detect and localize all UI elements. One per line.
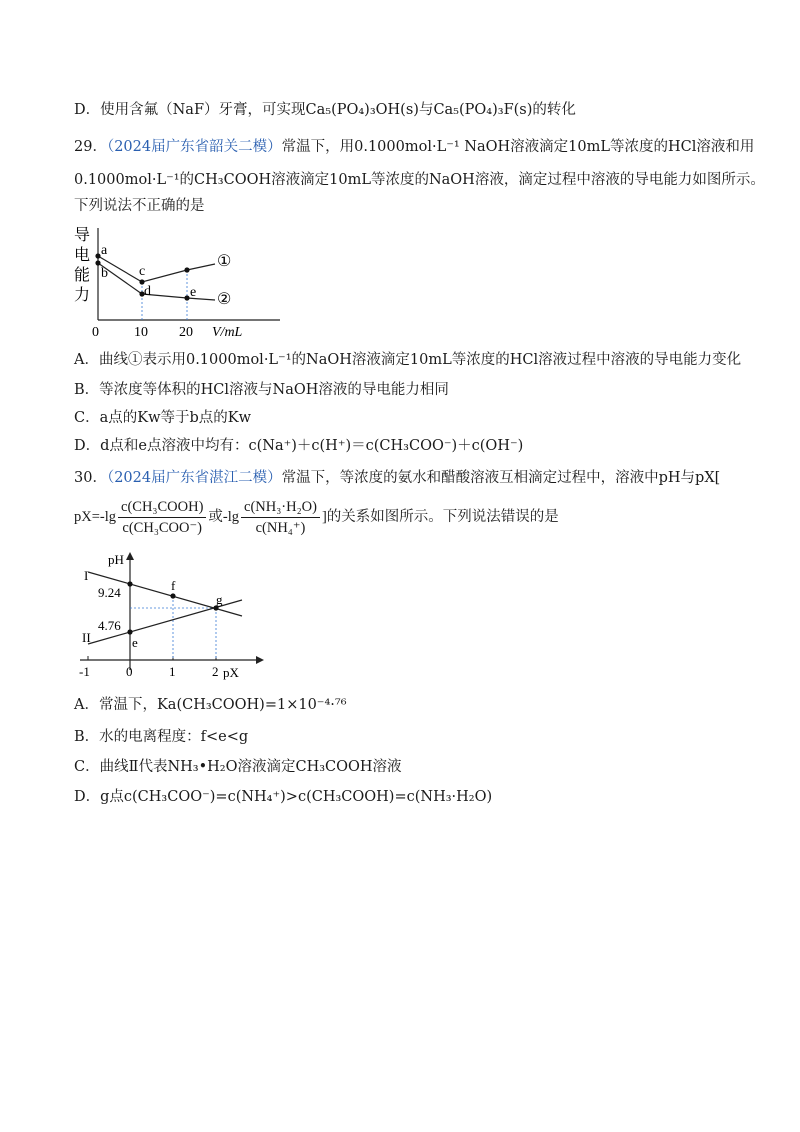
q30-x-label: pX <box>223 665 239 680</box>
q29-option-d: D．d点和e点溶液中均有：c(Na⁺)＋c(H⁺)＝c(CH₃COO⁻)＋c(OH⁻) <box>74 438 524 454</box>
q30-point-y924 <box>127 581 132 586</box>
q30-curve-label-2: II <box>82 630 91 645</box>
q30-frac1-num: c(CH₃COOH) <box>118 497 206 518</box>
q30-x-tick: 0 <box>126 664 133 679</box>
q30-stem-line-1 <box>74 468 720 488</box>
q30-point-f <box>170 593 175 598</box>
q30-frac2-den: c(NH₄⁺) <box>255 520 306 537</box>
q29-y-label-char: 电 <box>74 247 91 264</box>
q29-y-label-char: 力 <box>74 287 91 304</box>
q30-x-tick: 2 <box>212 664 219 679</box>
q29-source: （2024届广东省韶关二模） <box>106 139 282 155</box>
q30-option-c: C．曲线Ⅱ代表NH₃•H₂O溶液滴定CH₃COOH溶液 <box>74 759 402 775</box>
q29-label-a: a <box>101 243 108 258</box>
q29-stem-line-2: 0.1000mol·L⁻¹的CH₃COOH溶液滴定10mL等浓度的NaOH溶液，滴定过程中溶液的导电能力如图所示。 <box>74 172 765 188</box>
q30-fraction-2 <box>241 497 320 538</box>
q30-option-b: B．水的电离程度：f<e<g <box>74 729 249 745</box>
q30-frac1-den: c(CH₃COO⁻) <box>122 520 202 537</box>
q30-source: （2024届广东省湛江二模） <box>106 470 282 486</box>
q30-frac2-num: c(NH₃·H₂O) <box>241 497 320 518</box>
q29-label-c: c <box>139 264 146 279</box>
q30-point-e <box>127 629 132 634</box>
q29-x-tick: 10 <box>134 325 148 340</box>
q29-point-b <box>95 260 100 265</box>
q29-curve-2 <box>98 263 215 300</box>
q30-fraction-1 <box>118 497 206 538</box>
q30-x-arrow <box>256 656 264 664</box>
q30-px-def: pX=-lg <box>74 509 117 525</box>
q30-number: 30． <box>74 470 107 486</box>
q30-option-d: D．g点c(CH₃COO⁻)=c(NH₄⁺)>c(CH₃COOH)=c(NH₃·H₂O) <box>74 789 493 805</box>
q30-text-1: 常温下，等浓度的氨水和醋酸溶液互相滴定过程中，溶液中pH与pX[ <box>281 470 721 486</box>
q29-point-e <box>184 295 189 300</box>
q29-label-d: d <box>144 284 151 299</box>
q30-curve-label-1: I <box>84 568 89 583</box>
q29-curve-label-2: ② <box>217 291 232 308</box>
q29-x-label: V/mL <box>212 325 243 340</box>
q29-point-a <box>95 253 100 258</box>
q30-x-tick: -1 <box>79 664 90 679</box>
q29-x-tick: 20 <box>179 325 193 340</box>
q29-label-b: b <box>101 266 108 281</box>
q30-label-g: g <box>216 592 223 607</box>
q29-point-curve1-20 <box>184 267 189 272</box>
q30-text-2: ]的关系如图所示。下列说法错误的是 <box>321 509 559 525</box>
q30-option-a: A．常温下，Ka(CH₃COOH)=1×10⁻⁴·⁷⁶ <box>74 697 347 713</box>
q29-conductivity-figure <box>70 222 290 344</box>
q30-stem-line-2 <box>74 496 559 538</box>
q30-or: 或-lg <box>208 509 240 525</box>
q28-option-d: D．使用含氟（NaF）牙膏，可实现Ca₅(PO₄)₃OH(s)与Ca₅(PO₄)₃F(s)的转化 <box>74 102 576 118</box>
q29-option-b: B．等浓度等体积的HCl溶液与NaOH溶液的导电能力相同 <box>74 382 449 398</box>
q29-curve-1 <box>98 256 215 282</box>
q29-curve-label-1: ① <box>217 253 232 270</box>
q30-y-tick-924: 9.24 <box>98 585 121 600</box>
q30-x-tick: 1 <box>169 664 176 679</box>
q29-y-label-char: 能 <box>74 267 91 284</box>
q29-stem-line-3: 下列说法不正确的是 <box>74 198 205 214</box>
q30-label-e: e <box>132 635 138 650</box>
q29-text-1: 常温下，用0.1000mol·L⁻¹ NaOH溶液滴定10mL等浓度的HCl溶液和用 <box>281 139 755 155</box>
q29-label-e: e <box>190 285 197 300</box>
q30-ph-px-figure <box>76 550 266 682</box>
q30-y-tick-476: 4.76 <box>98 618 121 633</box>
q29-option-c: C．a点的Kw等于b点的Kw <box>74 410 252 426</box>
q29-x-tick: 0 <box>92 325 99 340</box>
q30-y-arrow <box>126 552 134 560</box>
q29-number: 29． <box>74 139 107 155</box>
q29-option-a: A．曲线①表示用0.1000mol·L⁻¹的NaOH溶液滴定10mL等浓度的HCl溶液过程中溶液的导电能力变化 <box>74 352 742 368</box>
q30-label-f: f <box>171 578 176 593</box>
q29-y-label-char: 导 <box>74 227 91 244</box>
q30-y-label: pH <box>108 552 124 567</box>
q29-stem-line-1 <box>74 137 754 157</box>
